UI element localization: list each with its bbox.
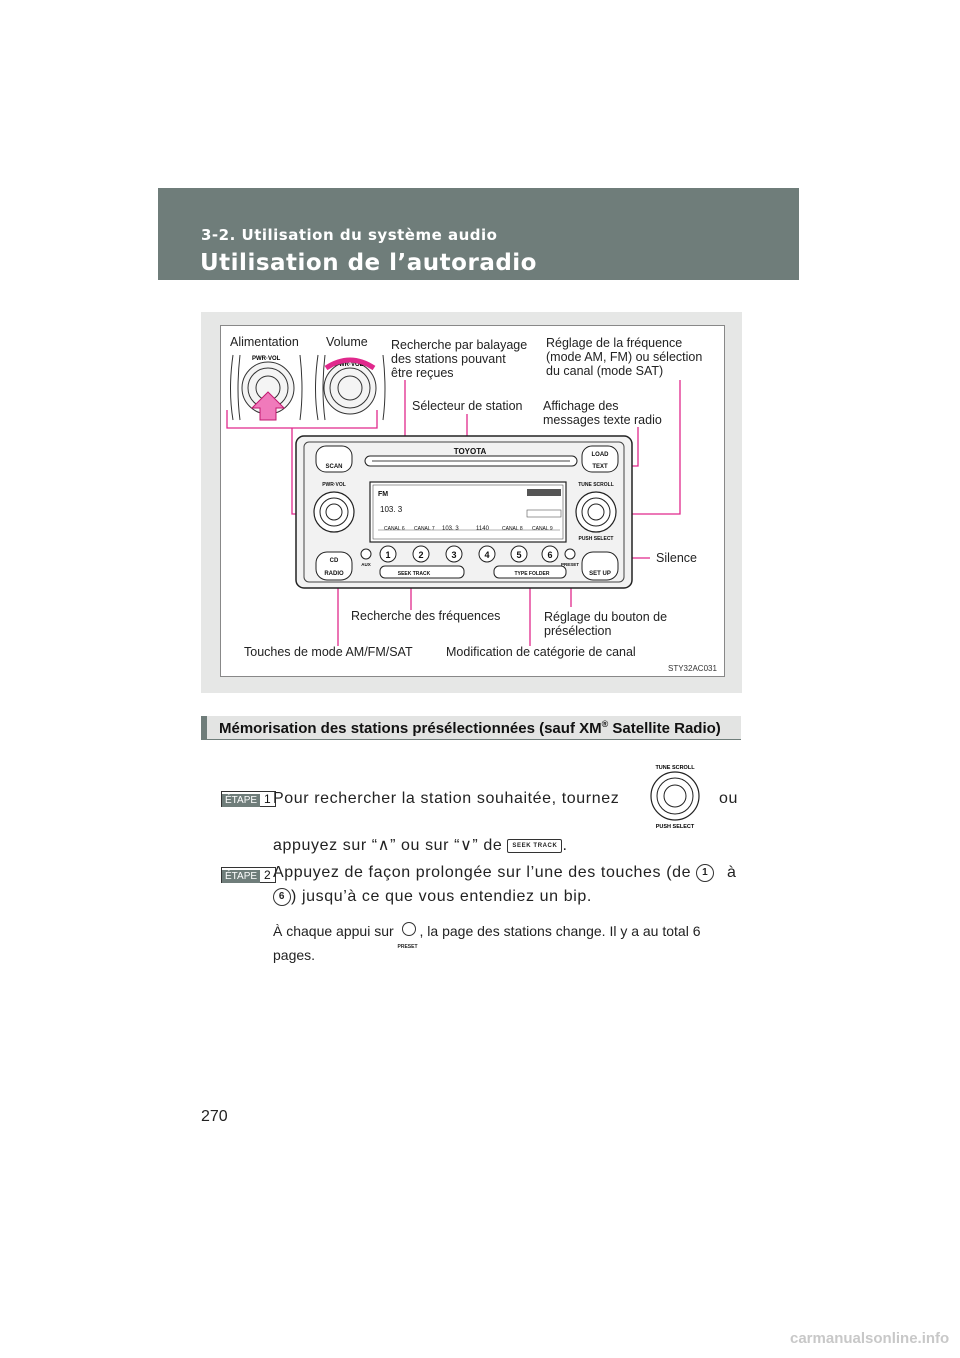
display-frequency: 103. 3 [380, 505, 403, 514]
subheading-bar [201, 716, 741, 740]
radio-pwr-label: PWR·VOL [322, 482, 346, 488]
preset-label-4: 4 [484, 550, 490, 560]
label-reglage-preselection: Réglage du bouton de présélection [544, 610, 668, 638]
label-modification-categorie: Modification de catégorie de canal [446, 645, 636, 659]
page-title: Utilisation de l’autoradio [200, 250, 537, 276]
label-silence: Silence [656, 551, 697, 565]
radio-type-label: TYPE FOLDER [514, 571, 550, 577]
label-touches-mode: Touches de mode AM/FM/SAT [244, 645, 413, 659]
label-recherche-balayage: Recherche par balayage des stations pouvant être reçues [391, 338, 528, 380]
display-band: FM [378, 491, 389, 498]
radio-radio-label: RADIO [324, 571, 344, 577]
radio-unit [296, 436, 632, 588]
step-1-badge: ÉTAPE 1 [221, 791, 276, 807]
radio-preset-label: PRESET [560, 562, 580, 567]
display-ch-4: 1140 [476, 526, 489, 532]
tune-scroll-knob-icon [640, 760, 710, 832]
watermark: carmanualsonline.info [790, 1330, 950, 1347]
preset-label-3: 3 [451, 550, 457, 560]
subheading-text: Mémorisation des stations présélectionnées (sauf XM® Satellite Radio) [219, 719, 721, 737]
seek-track-button-icon: SEEK TRACK [507, 839, 562, 853]
radio-cd-label: CD [329, 558, 339, 564]
note-text: À chaque appui sur PRESET , la page des stations change. Il y a au total 6 pages. [273, 923, 701, 963]
radio-load-label: LOAD [591, 452, 609, 458]
inset-pwr-label: PWR·VOL [252, 356, 281, 362]
radio-setup-label: SET UP [589, 571, 611, 577]
label-recherche-frequences: Recherche des fréquences [351, 609, 501, 623]
step-1-line2: appuyez sur “∧” ou sur “∨” de SEEK TRACK . [273, 837, 568, 854]
page-number: 270 [201, 1108, 228, 1125]
label-alimentation: Alimentation [230, 335, 299, 349]
preset-label-1: 1 [385, 550, 391, 560]
preset-label-6: 6 [547, 550, 553, 560]
label-selecteur-station: Sélecteur de station [412, 399, 523, 413]
radio-scan-label: SCAN [325, 464, 343, 470]
preset-key-1-icon: 1 [696, 864, 714, 882]
display-ch-1: CANAL 6 [384, 526, 405, 532]
label-affichage-messages: Affichage des messages texte radio [543, 399, 662, 427]
radio-seek-label: SEEK TRACK [397, 571, 431, 577]
step-1-line1-end: ou [719, 790, 738, 807]
radio-aux-label: AUX [361, 562, 371, 567]
preset-key-6-icon: 6 [273, 888, 291, 906]
display-ch-5: CANAL 8 [502, 526, 523, 532]
step-2-line1-end: à [727, 864, 737, 881]
step-2-line2: 6 ) jusqu’à ce que vous entendiez un bip. [273, 884, 592, 910]
display-ch-2: CANAL 7 [414, 526, 435, 532]
section-label: 3-2. Utilisation du système audio [201, 226, 498, 244]
step-2-line1: Appuyez de façon prolongée sur l’une des touches (de 1 [273, 860, 714, 886]
radio-push-label: PUSH SELECT [578, 536, 614, 542]
radio-text-label: TEXT [592, 464, 608, 470]
step-1-line1: Pour rechercher la station souhaitée, tournez [273, 790, 620, 807]
preset-label-5: 5 [516, 550, 522, 560]
radio-brand: TOYOTA [453, 447, 487, 456]
label-volume: Volume [326, 335, 368, 349]
label-reglage-frequence: Réglage de la fréquence (mode AM, FM) ou sélection du canal (mode SAT) [546, 336, 703, 378]
preset-button-icon: PRESET [398, 922, 420, 942]
step-2-badge: ÉTAPE 2 [221, 867, 276, 883]
display-ch-3: 103. 3 [442, 526, 459, 532]
preset-label-2: 2 [418, 550, 424, 560]
radio-tune-label: TUNE SCROLL [578, 482, 614, 488]
figure-code: STY32AC031 [668, 664, 717, 673]
svg-text:TUNE SCROLL: TUNE SCROLL [655, 765, 695, 771]
svg-text:PUSH SELECT: PUSH SELECT [655, 824, 695, 830]
inset-vol-label: PWR·VOL [335, 362, 364, 368]
display-ch-6: CANAL 9 [532, 526, 553, 532]
